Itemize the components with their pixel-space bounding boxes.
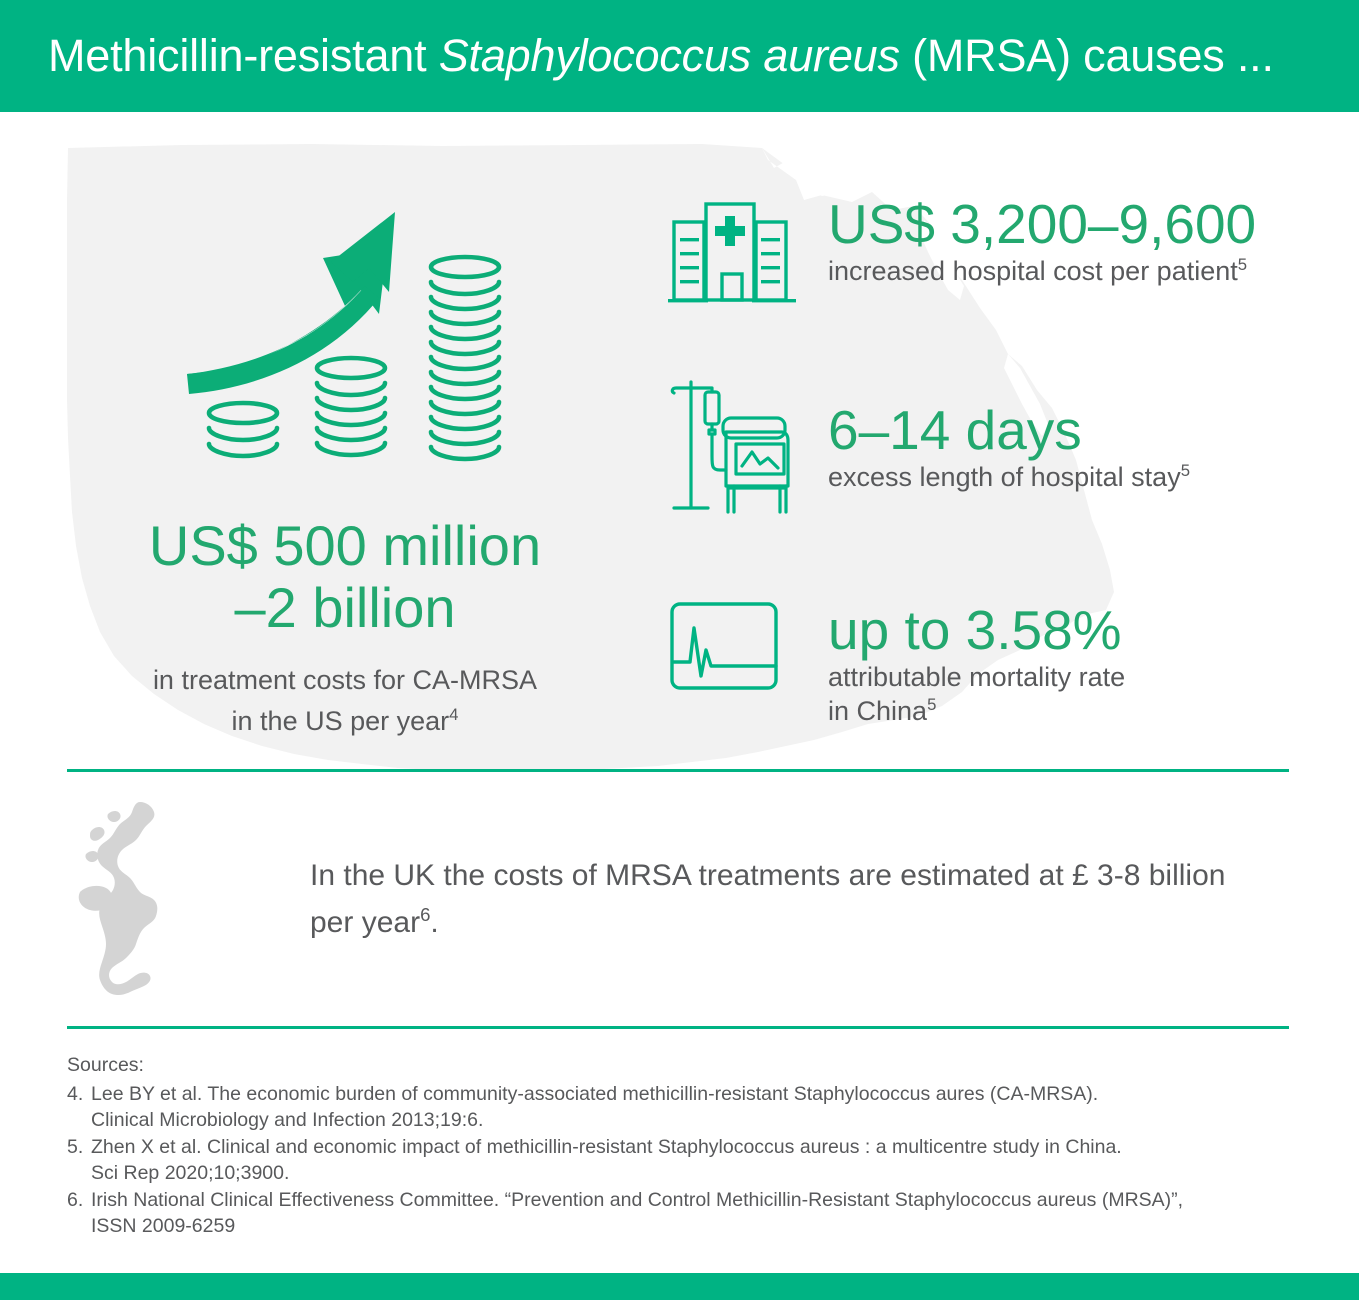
us-cost-description-line1: in treatment costs for CA-MRSA: [152, 665, 538, 695]
stat-hospital-cost-sub-text: increased hospital cost per patient: [828, 256, 1238, 286]
us-cost-footnote-marker: 4: [449, 705, 459, 724]
source-item: [67, 1081, 1297, 1134]
sources-heading: Sources:: [67, 1054, 144, 1076]
source-line2: ISSN 2009-6259: [91, 1215, 236, 1237]
stat-mortality-rate-sub: [828, 660, 1125, 728]
stat-hospital-cost-footnote-marker: 5: [1237, 255, 1248, 274]
footer-bar: [0, 1273, 1359, 1300]
source-line1: Lee BY et al. The economic burden of community-associated methicillin-resistant Staphylococcus aures (CA-MRSA).: [91, 1082, 1099, 1105]
source-number: 5.: [67, 1135, 84, 1158]
divider-top: [67, 769, 1289, 772]
stat-length-of-stay-body: [828, 400, 1190, 494]
ecg-monitor-icon: [668, 600, 788, 695]
us-cost-description-line2: in the US per year: [231, 706, 450, 736]
stat-mortality-rate-sub-line1: attributable mortality rate: [828, 662, 1126, 692]
us-cost-amount-line1: US$ 500 million: [148, 514, 542, 577]
uk-cost-footnote-marker: 6: [420, 904, 431, 925]
us-cost-amount-line2: –2 billion: [234, 576, 456, 639]
iv-drip-hospital-bed-icon: [668, 370, 803, 520]
stat-length-of-stay-footnote-marker: 5: [1180, 461, 1191, 480]
stat-hospital-cost: [668, 193, 1318, 320]
source-item: [67, 1187, 1297, 1240]
title-part2: (MRSA) causes ...: [899, 30, 1274, 81]
source-line1: Irish National Clinical Effectiveness Committee. “Prevention and Control Methicillin-Resistant Staphylococcus aureus (MRSA)”,: [91, 1188, 1184, 1211]
source-line2: Sci Rep 2020;10;3900.: [91, 1162, 290, 1184]
stat-hospital-cost-sub: [828, 254, 1256, 288]
stat-length-of-stay-sub-text: excess length of hospital stay: [828, 462, 1181, 492]
uk-cost-statement: [310, 852, 1300, 946]
source-line2: Clinical Microbiology and Infection 2013;19:6.: [91, 1109, 484, 1131]
us-cost-amount: [60, 515, 630, 639]
stat-length-of-stay: [668, 370, 1318, 520]
source-line1: Zhen X et al. Clinical and economic impact of methicillin-resistant Staphylococcus aureus : a multicentre study in China.: [91, 1135, 1122, 1158]
stat-mortality-rate-footnote-marker: 5: [927, 695, 937, 714]
stat-mortality-rate-sub-line2: in China: [828, 696, 928, 726]
page-title: [48, 31, 1274, 81]
stat-mortality-rate-body: [828, 600, 1125, 728]
source-number: 4.: [67, 1082, 84, 1105]
rising-coins-arrow-icon: [183, 190, 533, 480]
source-number: 6.: [67, 1188, 84, 1211]
stat-mortality-rate: [668, 600, 1318, 750]
us-cost-description: [60, 660, 630, 742]
header-bar: [0, 0, 1359, 112]
hospital-icon: [668, 200, 798, 305]
uk-map-icon: [78, 800, 208, 1005]
stat-hospital-cost-headline: US$ 3,200–9,600: [828, 193, 1257, 255]
uk-cost-statement-line1: In the UK the costs of MRSA treatments are estimated at £ 3-8 billion: [310, 859, 1226, 892]
sources-section: [67, 1052, 1297, 1240]
uk-cost-statement-line2: per year: [310, 906, 421, 939]
title-species-italic: Staphylococcus aureus: [438, 30, 900, 81]
stat-length-of-stay-headline: 6–14 days: [828, 399, 1082, 461]
divider-bottom: [67, 1026, 1289, 1029]
uk-cost-statement-period: .: [430, 906, 439, 939]
title-part1: Methicillin-resistant: [48, 30, 439, 81]
stat-length-of-stay-sub: [828, 460, 1190, 494]
stat-hospital-cost-body: [828, 194, 1256, 288]
source-item: [67, 1134, 1297, 1187]
stat-mortality-rate-headline: up to 3.58%: [828, 599, 1122, 661]
